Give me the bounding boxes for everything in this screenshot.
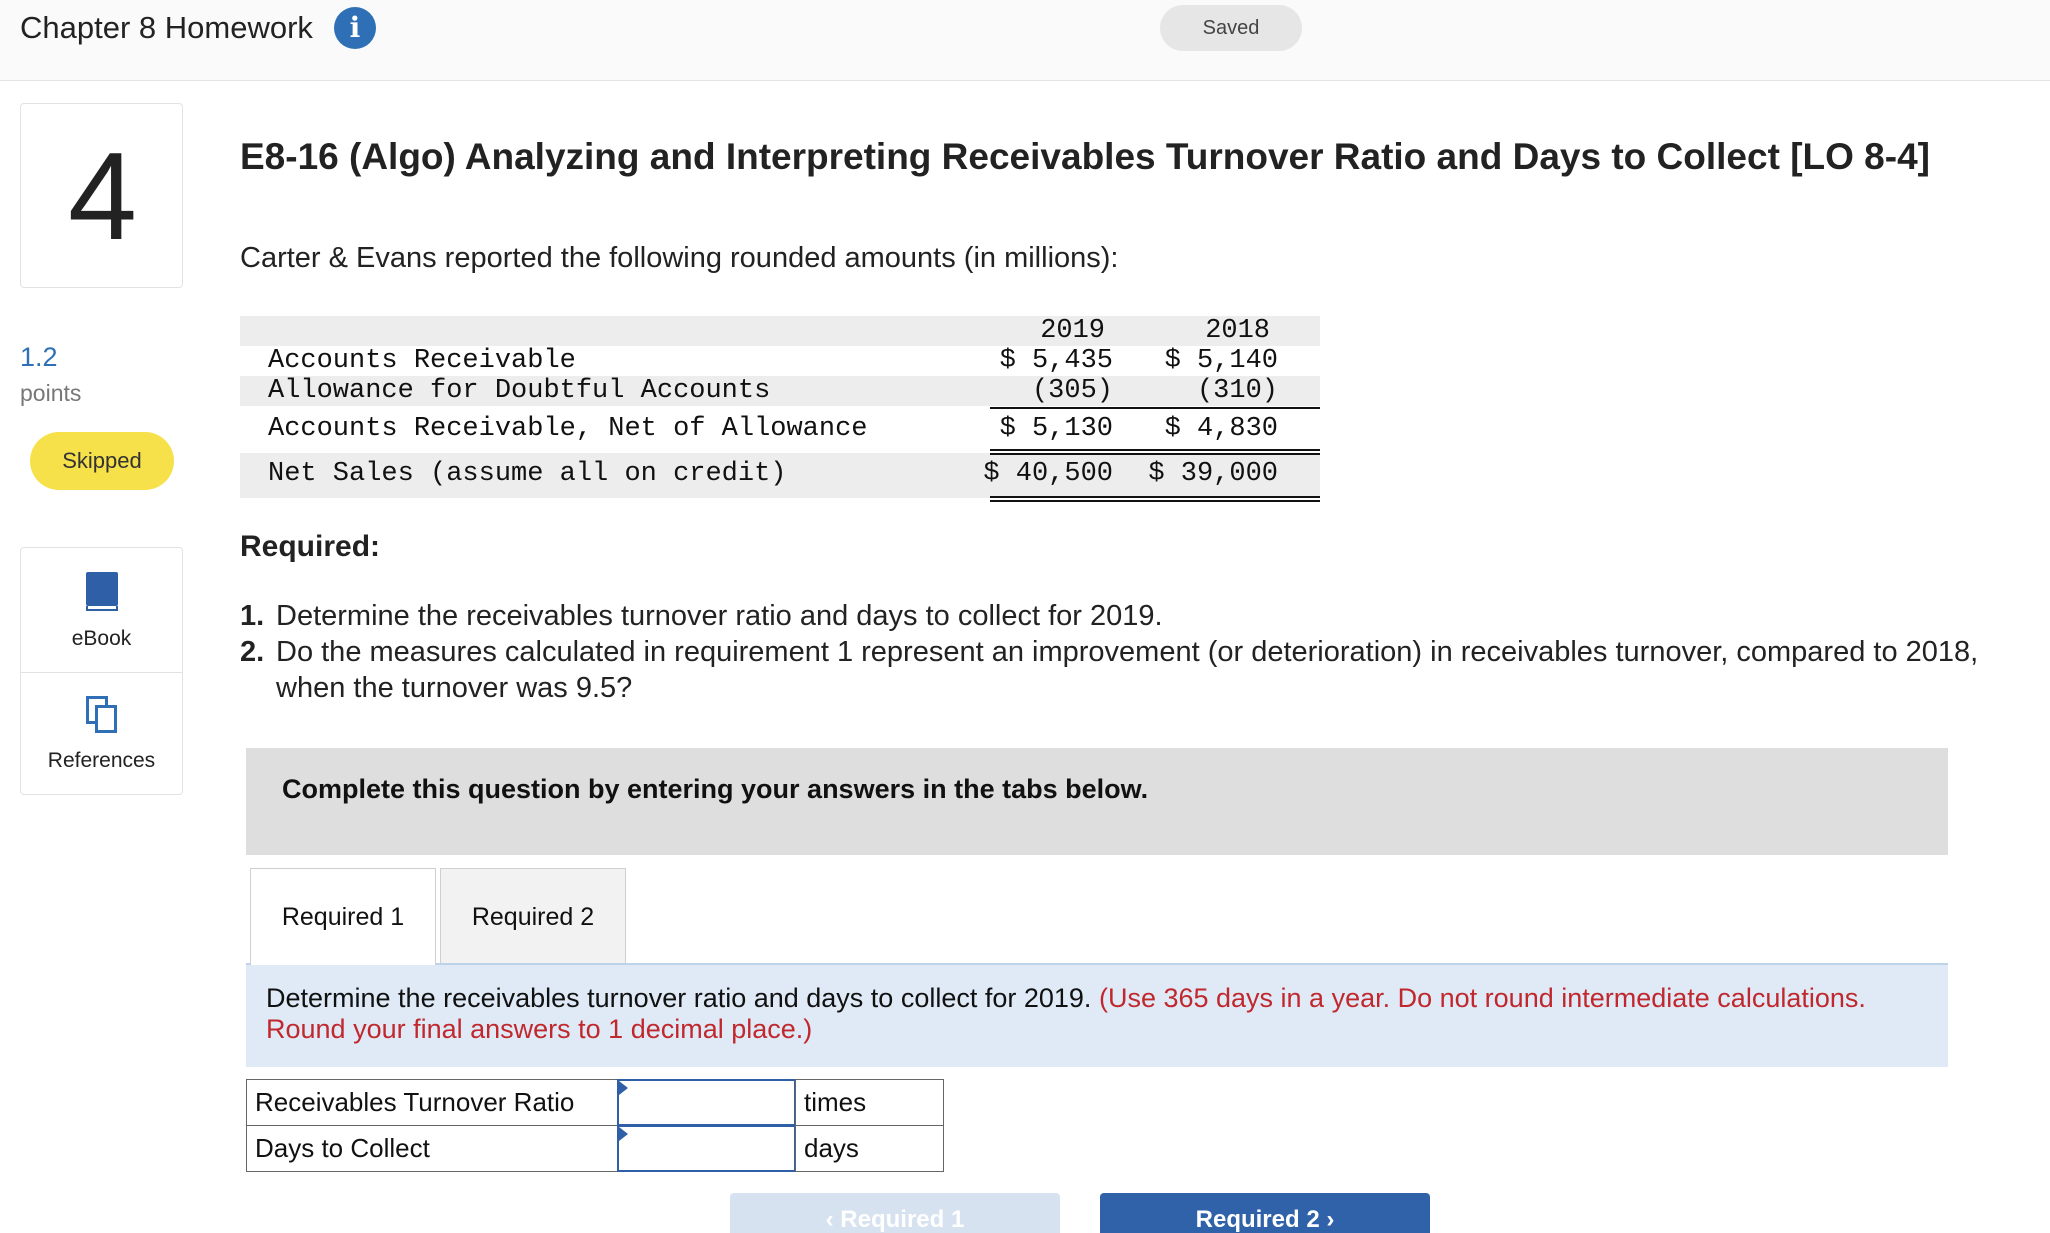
row-label: Allowance for Doubtful Accounts — [268, 376, 771, 406]
total-rule — [990, 500, 1320, 502]
row-value-2018: $ 5,140 — [1164, 346, 1278, 376]
list-item-text: Determine the receivables turnover ratio and days to collect for 2019. — [276, 600, 1163, 632]
turnover-ratio-input[interactable] — [619, 1084, 794, 1127]
list-item-number: 2. — [240, 636, 265, 668]
subtotal-rule — [990, 407, 1320, 409]
total-rule — [990, 453, 1320, 455]
answer-label: Days to Collect — [246, 1125, 618, 1172]
list-item-text: Do the measures calculated in requirement 1 represent an improvement (or deterioration) in receivables turnover, compared to 2018, when the turnover was 9.5? — [276, 636, 1979, 704]
input-flag-icon — [619, 1127, 628, 1141]
question-number-box — [20, 103, 183, 288]
points-value: 1.2 — [20, 342, 58, 372]
references-button[interactable] — [21, 694, 182, 773]
answer-table — [246, 1079, 944, 1173]
turnover-ratio-input-cell[interactable] — [617, 1079, 796, 1126]
skipped-badge: Skipped — [30, 432, 174, 490]
divider — [0, 80, 2050, 81]
top-bar — [0, 0, 2050, 80]
row-label: Net Sales (assume all on credit) — [268, 459, 787, 489]
previous-tab-button[interactable]: ‹ Required 1 — [730, 1193, 1060, 1233]
info-icon[interactable]: i — [334, 7, 376, 49]
list-item — [240, 598, 2040, 634]
instructions-banner-text: Complete this question by entering your answers in the tabs below. — [282, 774, 1149, 804]
answer-label: Receivables Turnover Ratio — [246, 1079, 618, 1126]
row-label: Accounts Receivable — [268, 346, 576, 376]
tab-required-2[interactable]: Required 2 — [440, 868, 626, 964]
question-number: 4 — [68, 128, 137, 266]
instruction-text: Determine the receivables turnover ratio and days to collect for 2019. — [266, 983, 1099, 1013]
ebook-label: eBook — [71, 627, 132, 650]
references-label: References — [47, 749, 156, 772]
list-item-number: 1. — [240, 600, 265, 632]
divider — [21, 672, 182, 673]
answer-unit: days — [795, 1125, 944, 1172]
question-title: E8-16 (Algo) Analyzing and Interpreting Receivables Turnover Ratio and Days to Collect [LO 8-4] — [240, 136, 1930, 177]
days-to-collect-input[interactable] — [619, 1130, 794, 1173]
row-value-2019: $ 5,435 — [999, 346, 1113, 376]
total-rule — [990, 449, 1320, 451]
copy-icon — [83, 694, 121, 736]
assignment-title: Chapter 8 Homework — [20, 10, 313, 45]
input-flag-icon — [619, 1081, 628, 1095]
next-tab-button[interactable]: Required 2 › — [1100, 1193, 1430, 1233]
row-value-2019: $ 5,130 — [999, 414, 1113, 444]
year-header-2019: 2019 — [1040, 316, 1105, 346]
list-item — [240, 634, 2040, 706]
book-icon — [83, 572, 121, 614]
saved-status-badge: Saved — [1160, 5, 1302, 51]
row-value-2019: $ 40,500 — [983, 459, 1113, 489]
row-value-2018: $ 39,000 — [1148, 459, 1278, 489]
row-label: Accounts Receivable, Net of Allowance — [268, 414, 868, 444]
row-value-2019: (305) — [1031, 376, 1113, 406]
financial-data-table — [240, 316, 1320, 500]
instruction-note: (Use 365 days in a year. Do not round intermediate calculations. Round your final answers to 1 decimal place.) — [266, 983, 1866, 1044]
days-to-collect-input-cell[interactable] — [617, 1125, 796, 1172]
ebook-button[interactable] — [21, 572, 182, 651]
tools-panel — [20, 547, 183, 795]
points-label: points — [20, 380, 82, 406]
tab-required-1[interactable]: Required 1 — [250, 868, 436, 965]
year-header-2018: 2018 — [1205, 316, 1270, 346]
instructions-banner — [246, 748, 1948, 855]
question-intro: Carter & Evans reported the following rounded amounts (in millions): — [240, 242, 1119, 274]
requirements-list — [240, 598, 2040, 706]
row-value-2018: (310) — [1196, 376, 1278, 406]
row-value-2018: $ 4,830 — [1164, 414, 1278, 444]
total-rule — [990, 496, 1320, 498]
required-heading: Required: — [240, 530, 381, 563]
tab-instruction-panel — [246, 965, 1948, 1067]
answer-unit: times — [795, 1079, 944, 1126]
tab-instruction — [266, 983, 1926, 1045]
